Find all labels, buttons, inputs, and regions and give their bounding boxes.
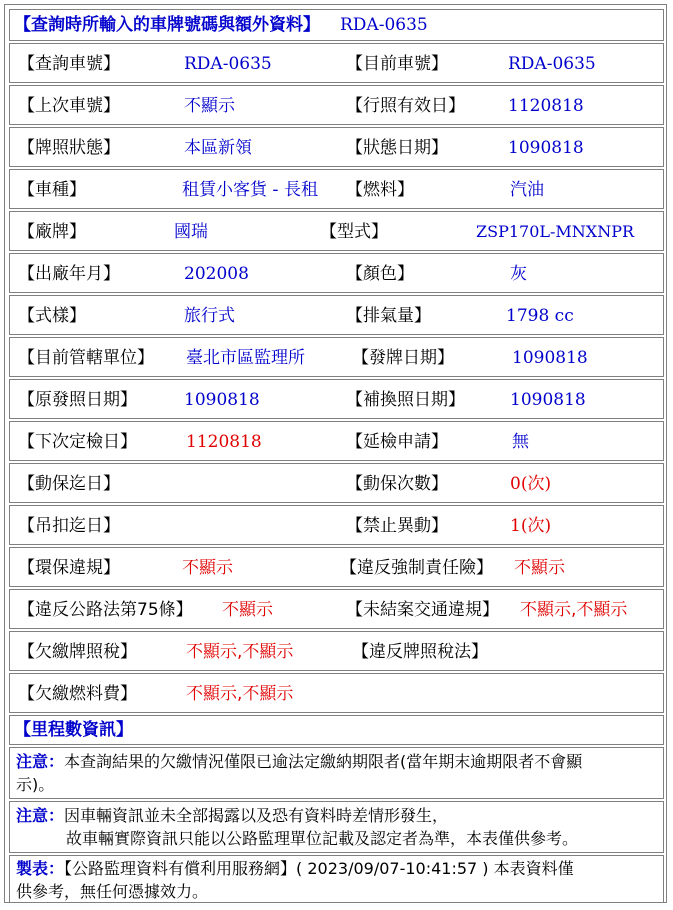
row-label-left: 【出廠年月】 bbox=[18, 264, 120, 284]
note-text-cont: 示)。 bbox=[16, 775, 55, 794]
note-prefix: 注意： bbox=[16, 806, 65, 825]
row-label-right: 【未結案交通違規】 bbox=[346, 600, 499, 620]
row-label-left: 【原發照日期】 bbox=[18, 390, 137, 410]
row-label-right: 【型式】 bbox=[320, 222, 388, 242]
row-label-right: 【發牌日期】 bbox=[352, 348, 454, 368]
row-value-left: 國瑞 bbox=[174, 222, 208, 242]
row-query-plate bbox=[9, 43, 664, 83]
footer-text: 【公路監理資料有償利用服務網】( 2023/09/07-10:41:57 ) 本表資料僅 bbox=[64, 859, 574, 878]
row-value-right: RDA-0635 bbox=[508, 54, 596, 74]
row-value-right: 1(次) bbox=[510, 516, 552, 536]
row-label-left: 【車種】 bbox=[18, 180, 86, 200]
row-value-left: 不顯示,不顯示 bbox=[186, 684, 294, 704]
footer-prefix: 製表： bbox=[16, 859, 65, 878]
row-manufacture-date bbox=[9, 253, 664, 293]
row-label-left: 【違反公路法第75條】 bbox=[18, 600, 193, 620]
row-plate-status bbox=[9, 127, 664, 167]
row-value-left: RDA-0635 bbox=[184, 54, 272, 74]
row-value-left: 1090818 bbox=[184, 390, 260, 410]
row-label-left: 【下次定檢日】 bbox=[18, 432, 137, 452]
note-arrears bbox=[9, 747, 664, 799]
row-label-left: 【牌照狀態】 bbox=[18, 138, 120, 158]
row-next-inspection bbox=[9, 421, 664, 461]
row-value-left: 租賃小客貨 - 長租 bbox=[182, 180, 318, 200]
row-label-right: 【目前車號】 bbox=[346, 54, 448, 74]
row-value-right: 1090818 bbox=[510, 390, 586, 410]
row-label-left: 【查詢車號】 bbox=[18, 54, 120, 74]
row-label-right: 【延檢申請】 bbox=[346, 432, 448, 452]
row-label-left: 【上次車號】 bbox=[18, 96, 120, 116]
mileage-row bbox=[9, 715, 664, 745]
row-label-left: 【欠繳牌照稅】 bbox=[18, 642, 137, 662]
row-value-left: 不顯示 bbox=[184, 96, 235, 116]
row-value-left: 202008 bbox=[184, 264, 249, 284]
row-issue-date bbox=[9, 379, 664, 419]
row-label-right: 【排氣量】 bbox=[346, 306, 431, 326]
row-value-right: 0(次) bbox=[510, 474, 552, 494]
row-label-right: 【燃料】 bbox=[346, 180, 414, 200]
row-value-right: 1090818 bbox=[508, 138, 584, 158]
row-label-left: 【廠牌】 bbox=[18, 222, 86, 242]
row-label-left: 【吊扣迄日】 bbox=[18, 516, 120, 536]
row-vehicle-type bbox=[9, 169, 664, 209]
row-fuel-fee bbox=[9, 673, 664, 713]
row-label-left: 【目前管轄單位】 bbox=[18, 348, 154, 368]
note-text-cont: 故車輛實際資訊只能以公路監理單位記載及認定者為準，本表僅供參考。 bbox=[66, 829, 579, 848]
row-label-right: 【顏色】 bbox=[346, 264, 414, 284]
row-label-right: 【禁止異動】 bbox=[346, 516, 448, 536]
row-label-right: 【動保次數】 bbox=[346, 474, 448, 494]
row-value-left: 臺北市區監理所 bbox=[186, 348, 305, 368]
row-brand bbox=[9, 211, 664, 251]
row-value-left: 不顯示 bbox=[222, 600, 273, 620]
row-value-right: ZSP170L-MNXNPR bbox=[476, 222, 634, 241]
title-plate-value: RDA-0635 bbox=[340, 15, 428, 35]
footer-text-cont: 供參考，無任何憑據效力。 bbox=[16, 882, 209, 901]
row-label-left: 【環保違規】 bbox=[18, 558, 120, 578]
row-suspension bbox=[9, 505, 664, 545]
note-prefix: 注意： bbox=[16, 752, 65, 771]
row-value-right: 無 bbox=[512, 432, 529, 452]
note-disclaimer bbox=[9, 801, 664, 853]
row-value-left: 不顯示,不顯示 bbox=[186, 642, 294, 662]
footer-note bbox=[9, 855, 664, 903]
note-text: 本查詢結果的欠繳情況僅限已逾法定繳納期限者(當年期末逾期限者不會顯 bbox=[64, 752, 583, 771]
row-body-style bbox=[9, 295, 664, 335]
title-row bbox=[9, 9, 664, 41]
row-jurisdiction bbox=[9, 337, 664, 377]
row-label-left: 【式樣】 bbox=[18, 306, 86, 326]
row-value-left: 本區新領 bbox=[184, 138, 252, 158]
row-value-left: 1120818 bbox=[186, 432, 262, 452]
row-value-left: 不顯示 bbox=[182, 558, 233, 578]
row-last-plate bbox=[9, 85, 664, 125]
row-value-right: 不顯示,不顯示 bbox=[520, 600, 628, 620]
row-label-left: 【動保迄日】 bbox=[18, 474, 120, 494]
row-label-right: 【補換照日期】 bbox=[346, 390, 465, 410]
title-label: 【查詢時所輸入的車牌號碼與額外資料】 bbox=[14, 15, 320, 35]
row-value-right: 不顯示 bbox=[514, 558, 565, 578]
row-label-right: 【狀態日期】 bbox=[346, 138, 448, 158]
row-value-left: 旅行式 bbox=[184, 306, 235, 326]
row-value-right: 1798 cc bbox=[506, 306, 574, 326]
report-frame bbox=[4, 4, 667, 903]
row-label-right: 【違反強制責任險】 bbox=[340, 558, 493, 578]
note-text: 因車輛資訊並未全部揭露以及恐有資料時差情形發生， bbox=[64, 806, 449, 825]
row-label-left: 【欠繳燃料費】 bbox=[18, 684, 137, 704]
row-value-right: 汽油 bbox=[510, 180, 544, 200]
row-environmental bbox=[9, 547, 664, 587]
row-value-right: 1090818 bbox=[512, 348, 588, 368]
row-chattel-mortgage bbox=[9, 463, 664, 503]
row-license-tax bbox=[9, 631, 664, 671]
row-highway-act bbox=[9, 589, 664, 629]
row-value-right: 灰 bbox=[510, 264, 527, 284]
mileage-label: 【里程數資訊】 bbox=[14, 720, 133, 740]
row-value-right: 1120818 bbox=[508, 96, 584, 116]
row-label-right: 【行照有效日】 bbox=[346, 96, 465, 116]
row-label-right: 【違反牌照稅法】 bbox=[352, 642, 488, 662]
